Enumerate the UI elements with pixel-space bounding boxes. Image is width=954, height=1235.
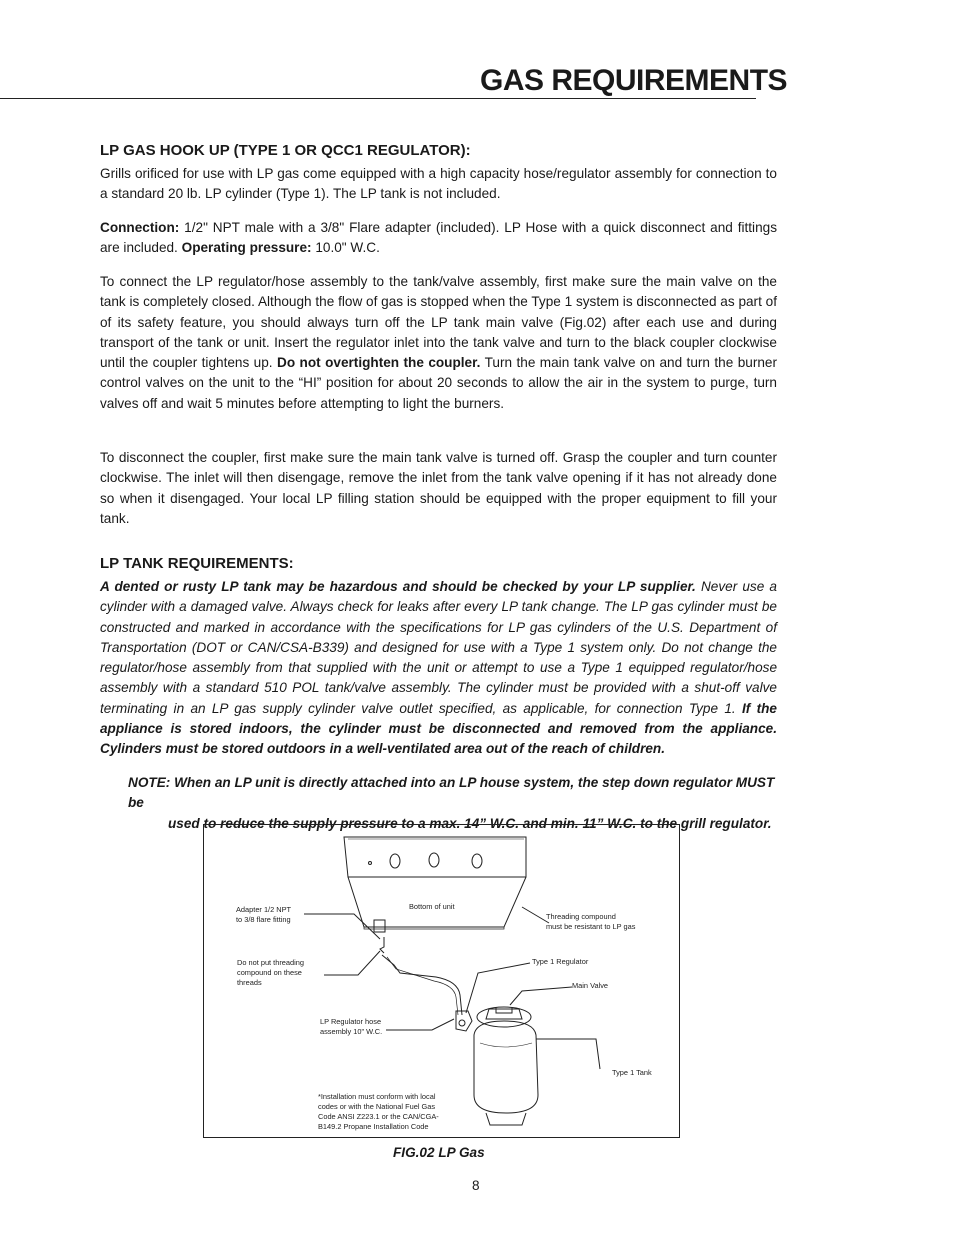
adapter-label: [236, 905, 291, 925]
connection-text: 1/2" NPT male with a 3/8" Flare adapter (included). LP Hose with a quick disconnect and fittings are included.: [100, 220, 777, 256]
connection-label: Connection:: [100, 220, 180, 235]
no-threading-label: [237, 958, 304, 988]
hookup-heading: LP GAS HOOK UP (TYPE 1 OR QCC1 REGULATOR):: [100, 142, 471, 159]
install-line-3: Code ANSI Z223.1 or the CAN/CGA-: [318, 1112, 439, 1121]
page-number: 8: [472, 1178, 480, 1193]
tank-body: Never use a cylinder with a damaged valve. Always check for leaks after every LP tank change. The LP gas cylinder must be constructed and marked in accordance with the specifications for LP gas cylinders of the U.S. Department of Transportation (DOT or CAN/CSA-B339) and designed for use with a Type 1 system only. Do not change the regulator/hose assembly from that supplied with the unit or attempt to use a Type 1 equipped regulator/hose assembly with a standard 510 POL tank/valve assembly. The cylinder must be provided with a shut-off valve terminating in an LP gas supply cylinder valve outlet specified, as applicable, for connection Type 1.: [100, 579, 777, 716]
hose-label-line-2: assembly 10" W.C.: [320, 1027, 383, 1036]
install-line-2: codes or with the National Fuel Gas: [318, 1102, 436, 1111]
main-valve-label: Main Valve: [572, 981, 609, 990]
connect-warning: Do not overtighten the coupler.: [277, 355, 481, 371]
no-thread-line-1: Do not put threading: [237, 958, 304, 967]
hose-label: [320, 1017, 382, 1037]
connect-text-2: Turn the main tank valve on and turn the burner control valves on the unit to the “HI” position for about 20 seconds to allow the air in the system to purge, turn valves off and wait 5 minutes before attempting to light the burners.: [100, 355, 777, 411]
pressure-label: Operating pressure:: [181, 240, 312, 256]
threading-label-line-2: must be resistant to LP gas: [546, 922, 636, 931]
note-line-2: used to reduce the supply pressure to a max. 14” W.C. and min. 11” W.C. to the grill regulator.: [168, 815, 772, 831]
threading-compound-label: [546, 912, 635, 932]
no-thread-line-2: compound on these: [237, 968, 302, 977]
threading-label-line-1: Threading compound: [546, 912, 616, 921]
disconnect-paragraph: To disconnect the coupler, first make sure the main tank valve is turned off. Grasp the coupler and turn counter clockwise. The inlet will then disengage, remove the inlet from the tank valve opening if it has not already done so when it disengaged. Your local LP filling station should be equipped with the proper equipment to fill your tank.: [100, 450, 777, 526]
connect-paragraph: [100, 272, 777, 414]
page-title: GAS REQUIREMENTS: [480, 64, 788, 97]
regulator-label: Type 1 Regulator: [532, 957, 589, 966]
tank-heading: LP TANK REQUIREMENTS:: [100, 555, 294, 572]
note-line-1: NOTE: When an LP unit is directly attached into an LP house system, the step down regulator MUST be: [128, 775, 775, 811]
connection-paragraph: [100, 218, 777, 259]
hookup-intro: Grills orificed for use with LP gas come equipped with a high capacity hose/regulator assembly for connection to a standard 20 lb. LP cylinder (Type 1). The LP tank is not included.: [100, 166, 777, 202]
header-rule: [0, 98, 756, 99]
no-thread-line-3: threads: [237, 978, 262, 987]
adapter-label-line-2: to 3/8 flare fitting: [236, 915, 291, 924]
installation-note: [318, 1092, 439, 1132]
figure-caption: FIG.02 LP Gas: [393, 1145, 485, 1160]
lp-gas-figure: [203, 824, 680, 1138]
tank-bold-tail: If the appliance is stored indoors, the cylinder must be disconnected and removed from the appliance. Cylinders must be stored outdoors in a well-ventilated area out of the reach of children.: [100, 700, 777, 757]
hose-label-line-1: LP Regulator hose: [320, 1017, 382, 1026]
install-line-4: B149.2 Propane Installation Code: [318, 1122, 429, 1131]
tank-bold-lead: A dented or rusty LP tank may be hazardous and should be checked by your LP supplier.: [100, 579, 696, 594]
tank-paragraph: [100, 577, 777, 760]
tank-label: Type 1 Tank: [612, 1068, 652, 1077]
connect-text-1: To connect the LP regulator/hose assembly to the tank/valve assembly, first make sure the main valve on the tank is completely closed. Although the flow of gas is stopped when the Type 1 system is disconnected as part of of its safety feature, you should always turn off the LP tank main valve (Fig.02) after each use and during transport of the tank or unit. Insert the regulator inlet into the tank valve and turn to the black coupler clockwise until the coupler tightens up.: [100, 274, 777, 371]
install-line-1: *Installation must conform with local: [318, 1092, 436, 1101]
adapter-label-line-1: Adapter 1/2 NPT: [236, 905, 292, 914]
bottom-of-unit-label: Bottom of unit: [409, 902, 455, 911]
pressure-text: 10.0" W.C.: [311, 240, 380, 256]
